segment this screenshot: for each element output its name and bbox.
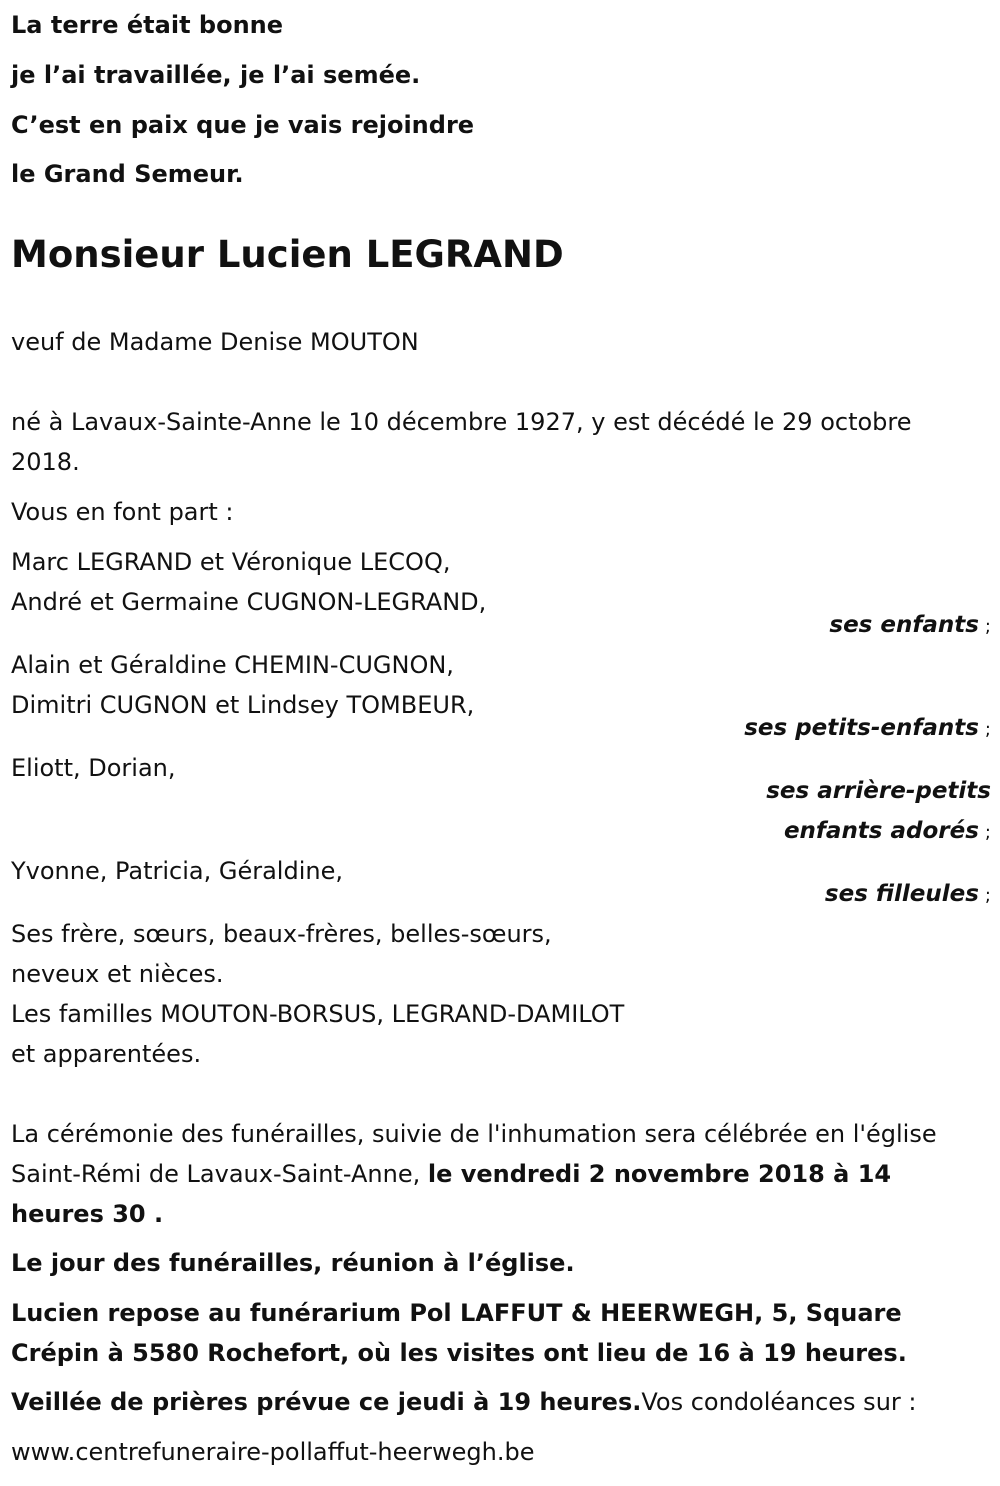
poem-line: le Grand Semeur.	[11, 160, 244, 188]
role-label: ses arrière-petits	[766, 778, 991, 804]
meeting-line: Le jour des funérailles, réunion à l’église.	[11, 1249, 575, 1277]
semicolon: ;	[984, 822, 991, 843]
website-link[interactable]: www.centrefuneraire-pollaffut-heerwegh.be	[11, 1438, 535, 1466]
family-line: Ses frère, sœurs, beaux-frères, belles-sœurs,	[11, 920, 552, 948]
great-grandchildren-role-line2	[784, 816, 991, 848]
vigil-paragraph	[11, 1382, 991, 1422]
children-line: André et Germaine CUGNON-LEGRAND,	[11, 588, 487, 616]
vigil-text: Veillée de prières prévue ce jeudi à 19 heures.	[11, 1388, 642, 1416]
ceremony-date: le vendredi 2 novembre 2018 à 14 heures 30 .	[11, 1160, 892, 1228]
birth-death-line-cont: 2018.	[11, 448, 80, 476]
birth-death-line: né à Lavaux-Sainte-Anne le 10 décembre 1927, y est décédé le 29 octobre	[11, 408, 912, 436]
family-line: Les familles MOUTON-BORSUS, LEGRAND-DAMILOT	[11, 1000, 625, 1028]
repose-paragraph: Lucien repose au funérarium Pol LAFFUT & HEERWEGH, 5, Square Crépin à 5580 Rochefort, où les visites ont lieu de 16 à 19 heures.	[11, 1299, 907, 1367]
children-role	[829, 610, 991, 642]
semicolon: ;	[984, 885, 991, 906]
children-line: Marc LEGRAND et Véronique LECOQ,	[11, 548, 451, 576]
semicolon: ;	[984, 719, 991, 740]
widower-line: veuf de Madame Denise MOUTON	[11, 328, 419, 356]
role-label: enfants adorés	[783, 818, 979, 844]
ceremony-paragraph	[11, 1114, 991, 1234]
poem-line: je l’ai travaillée, je l’ai semée.	[11, 61, 421, 89]
poem-line: C’est en paix que je vais rejoindre	[11, 111, 475, 139]
family-line: et apparentées.	[11, 1040, 202, 1068]
grandchildren-line: Dimitri CUGNON et Lindsey TOMBEUR,	[11, 691, 475, 719]
semicolon: ;	[984, 616, 991, 637]
goddaughters-role	[825, 879, 991, 911]
great-grandchildren-line: Eliott, Dorian,	[11, 754, 176, 782]
grandchildren-line: Alain et Géraldine CHEMIN-CUGNON,	[11, 651, 454, 679]
announcement-intro: Vous en font part :	[11, 498, 234, 526]
great-grandchildren-role-line1	[766, 776, 991, 806]
family-line: neveux et nièces.	[11, 960, 224, 988]
role-label: ses filleules	[824, 881, 979, 907]
ceremony-text: La cérémonie des funérailles, suivie de l'inhumation sera célébrée en l'église Saint-Rémi de Lavaux-Saint-Anne,	[11, 1120, 937, 1188]
poem-line: La terre était bonne	[11, 11, 284, 39]
role-label: ses petits-enfants	[744, 715, 979, 741]
grandchildren-role	[744, 713, 991, 745]
deceased-name: Monsieur Lucien LEGRAND	[11, 233, 564, 276]
goddaughters-line: Yvonne, Patricia, Géraldine,	[11, 857, 343, 885]
role-label: ses enfants	[829, 612, 979, 638]
condolences-text: Vos condoléances sur :	[641, 1388, 917, 1416]
